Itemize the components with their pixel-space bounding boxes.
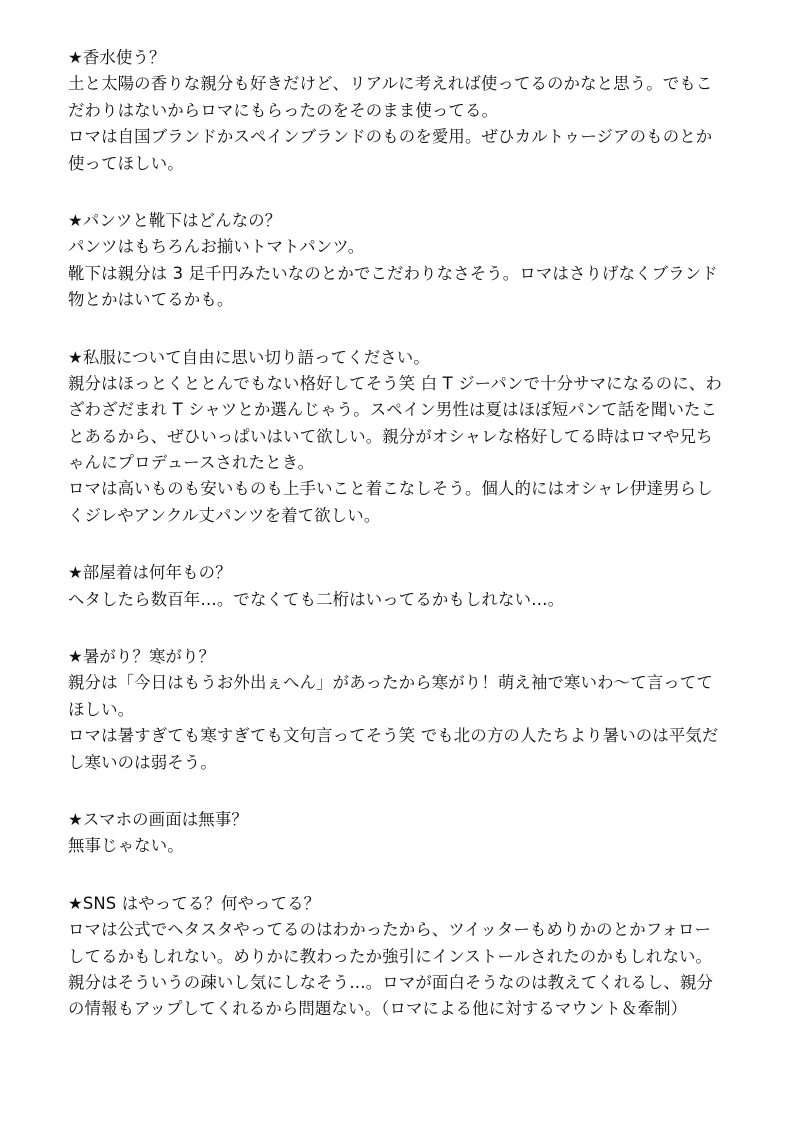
- qa-section-underwear-socks: [68, 208, 748, 314]
- question-heading: ★私服について自由に思い切り語ってください。: [68, 347, 430, 367]
- answer-line: 物とかはいてるかも。: [68, 290, 234, 310]
- document-page: [68, 45, 748, 1054]
- question-heading: ★パンツと靴下はどんなの？: [68, 210, 282, 230]
- answer-line: 使ってほしい。: [68, 153, 184, 173]
- qa-section-perfume: [68, 45, 748, 177]
- answer-line: ロマは公式でヘタスタやってるのはわかったから、ツイッターもめりかのとかフォロー: [68, 920, 712, 940]
- question-heading: ★香水使う？: [68, 48, 166, 67]
- question-heading: ★暑がり？寒がり？: [68, 647, 216, 667]
- answer-line: ざわざだまれ T シャツとか選んじゃう。スペイン男性は夏はほぼ短パンて話を聞いたこ: [68, 400, 718, 420]
- answer-line: ヘタしたら数百年…。でなくても二桁はいってるかもしれない…。: [68, 589, 565, 609]
- answer-line: ゃんにプロデュースされたとき。: [68, 453, 315, 473]
- answer-line: 靴下は親分は 3 足千円みたいなのとかでこだわりなさそう。ロマはさりげなくブランド: [68, 263, 718, 283]
- answer-line: 無事じゃない。: [68, 836, 184, 856]
- qa-section-phone-screen: [68, 807, 748, 860]
- answer-line: 親分はそういうの疎いし気にしなそう…。ロマが面白そうなのは教えてくれるし、親分: [68, 972, 714, 992]
- question-heading: ★SNS はやってる？何やってる？: [68, 893, 321, 913]
- answer-line: ロマは自国ブランドかスペインブランドのものを愛用。ぜひカルトゥージアのものとか: [68, 127, 713, 147]
- question-heading: ★スマホの画面は無事？: [68, 809, 248, 829]
- qa-section-sns: [68, 891, 748, 1023]
- answer-line: とあるから、ぜひいっぱいはいて欲しい。親分がオシャレな格好してる時はロマや兄ち: [68, 426, 713, 446]
- answer-line: くジレやアンクル丈パンツを着て欲しい。: [68, 505, 381, 525]
- answer-line: だわりはないからロマにもらったのをそのまま使ってる。: [68, 100, 499, 120]
- answer-line: し寒いのは弱そう。: [68, 752, 217, 772]
- answer-line: ほしい。: [68, 699, 135, 719]
- answer-line: パンツはもちろんお揃いトマトパンツ。: [68, 237, 365, 257]
- question-heading: ★部屋着は何年もの？: [68, 563, 232, 583]
- answer-line: 親分はほっとくととんでもない格好してそう笑 白 T ジーパンで十分サマになるのに、わ: [68, 373, 722, 393]
- answer-line: 親分は「今日はもうお外出ぇへん」があったから寒がり！萌え袖で寒いわ～て言ってて: [68, 673, 713, 693]
- answer-line: の情報もアップしてくれるから問題ない。（ロマによる他に対するマウント＆牽制）: [68, 999, 688, 1019]
- answer-line: 土と太陽の香りな親分も好きだけど、リアルに考えれば使ってるのかなと思う。でもこ: [68, 74, 713, 94]
- qa-section-heat-cold: [68, 644, 748, 776]
- answer-line: ロマは高いものも安いものも上手いこと着こなしそう。個人的にはオシャレ伊達男らし: [68, 479, 713, 499]
- answer-line: してるかもしれない。めりかに教わったか強引にインストールされたのかもしれない。: [68, 946, 713, 966]
- answer-line: ロマは暑すぎても寒すぎても文句言ってそう笑 でも北の方の人たちより暑いのは平気だ: [68, 726, 719, 746]
- qa-section-casual-clothes: [68, 345, 748, 530]
- qa-section-loungewear: [68, 560, 748, 613]
